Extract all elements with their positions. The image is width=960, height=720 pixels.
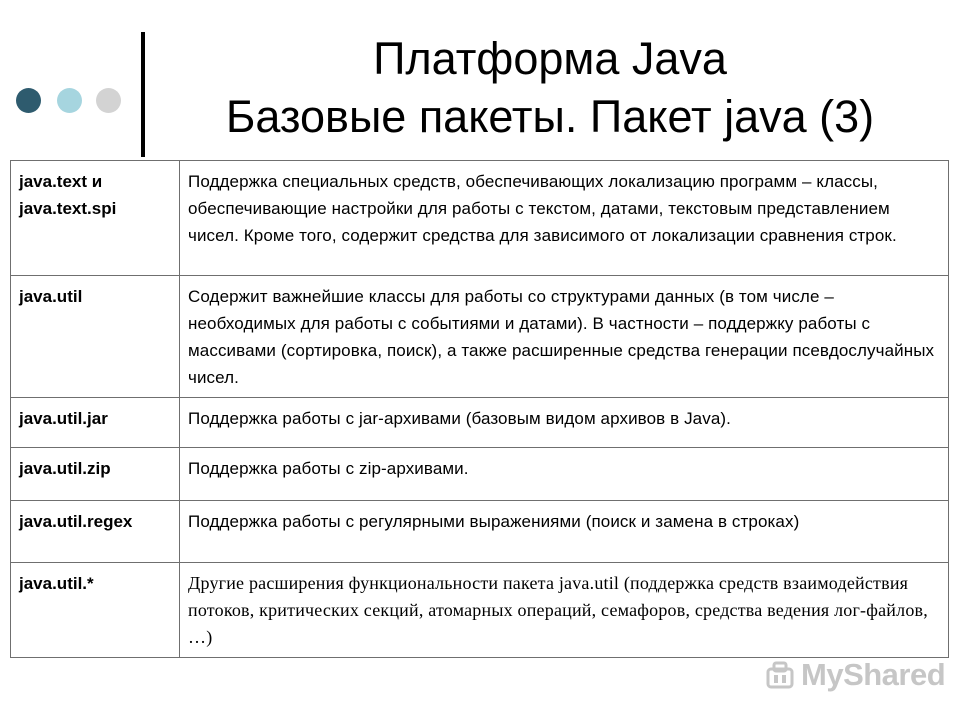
table-row (11, 448, 949, 501)
package-name: java.text и java.text.spi (11, 161, 180, 276)
table-row (11, 563, 949, 658)
myshared-logo-icon (765, 660, 795, 690)
decor-dot-teal (57, 88, 82, 113)
slide-title-line1: Платформа Java (373, 33, 727, 84)
table-row (11, 398, 949, 448)
package-name: java.util (11, 276, 180, 398)
table-row (11, 501, 949, 563)
package-name: java.util.* (11, 563, 180, 658)
package-description: Поддержка работы с zip-архивами. (180, 448, 949, 501)
watermark (765, 655, 945, 695)
packages-table (10, 160, 949, 658)
decor-dot-dark (16, 88, 41, 113)
table-row (11, 161, 949, 276)
package-name: java.util.zip (11, 448, 180, 501)
slide-title (160, 30, 940, 146)
decor-dot-gray (96, 88, 121, 113)
watermark-text: MyShared (801, 657, 946, 692)
package-name: java.util.jar (11, 398, 180, 448)
package-description: Поддержка специальных средств, обеспечивающих локализацию программ – классы, обеспечивающие настройки для работы с текстом, датами, текстовым представлением чисел. Кроме того, содержит средства для зависимого от локализации сравнения строк. (180, 161, 949, 276)
title-divider (141, 32, 145, 157)
package-name: java.util.regex (11, 501, 180, 563)
package-description: Поддержка работы с jar-архивами (базовым видом архивов в Java). (180, 398, 949, 448)
package-description: Другие расширения функциональности пакета java.util (поддержка средств взаимодействия потоков, критических секций, атомарных операций, семафоров, средства ведения лог-файлов, …) (180, 563, 949, 658)
package-description: Поддержка работы с регулярными выражениями (поиск и замена в строках) (180, 501, 949, 563)
slide-title-line2: Базовые пакеты. Пакет java (3) (225, 91, 875, 142)
table-row (11, 276, 949, 398)
package-description: Содержит важнейшие классы для работы со структурами данных (в том числе – необходимых для работы с событиями и датами). В частности – поддержку работы с массивами (сортировка, поиск), а также расширенные средства генерации псевдослучайных чисел. (180, 276, 949, 398)
